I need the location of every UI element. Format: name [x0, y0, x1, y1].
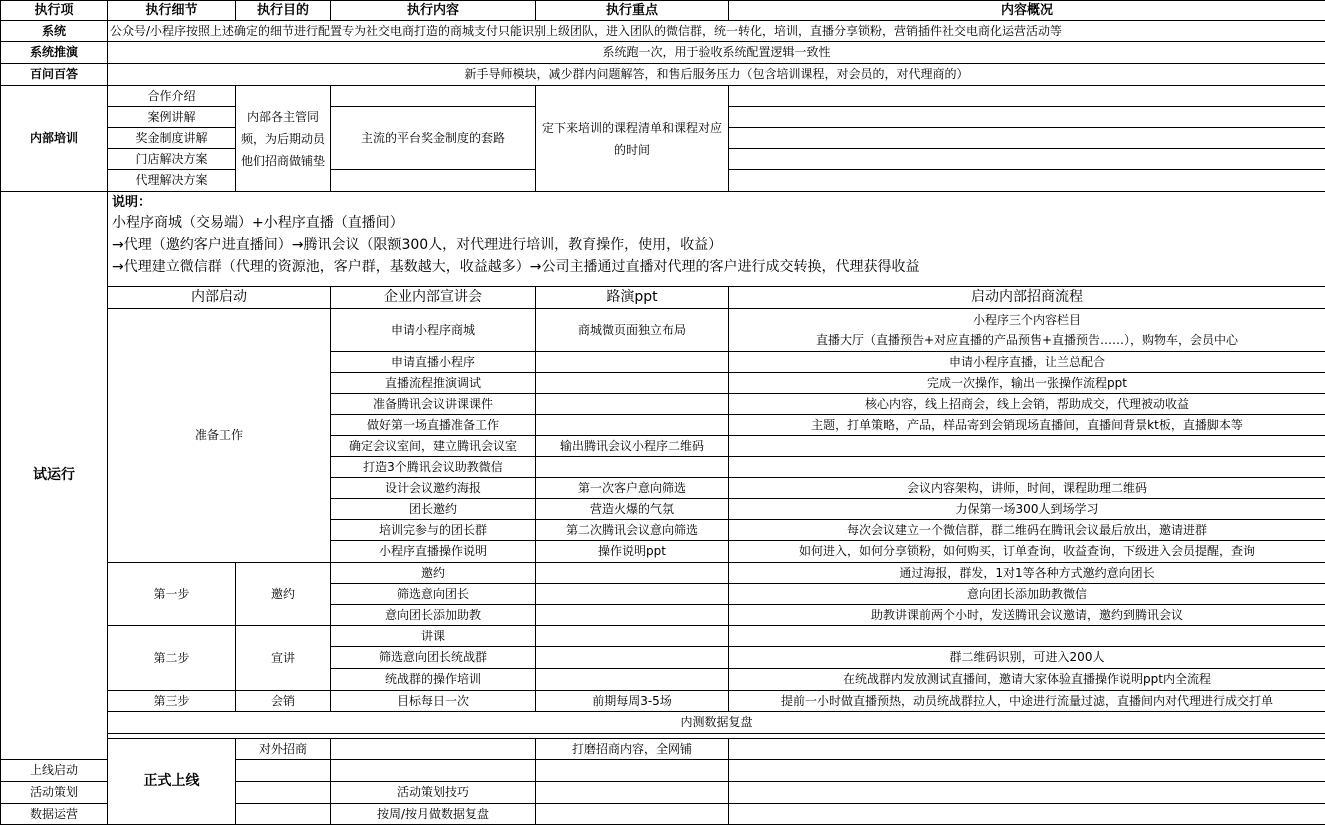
step2-label: 第二步 — [108, 626, 236, 691]
trial-note-line: →代理建立微信群（代理的资源池，客户群，基数越大，收益越多）→公司主播通过直播对代理的客户进行成交转换，代理获得收益 — [112, 259, 920, 275]
training-purpose: 内部各主管同频，为后期动员他们招商做铺垫 — [236, 86, 331, 192]
step2-overview: 在统战群内发放测试直播间，邀请大家体验直播操作说明ppt内全流程 — [729, 669, 1325, 691]
training-detail: 合作介绍 — [108, 86, 236, 107]
step3-row — [1, 691, 1325, 712]
launch-purpose-cell — [236, 782, 331, 804]
prep-focus — [536, 373, 729, 394]
launch-focus-cell — [536, 760, 729, 782]
launch-detail: 对外招商 — [236, 739, 331, 760]
step3-purpose: 会销 — [236, 691, 331, 712]
launch-focus-cell — [536, 804, 729, 825]
step1-content: 筛选意向团长 — [331, 584, 536, 605]
review-row — [1, 712, 1325, 734]
training-overview-cell — [729, 170, 1325, 192]
prep-overview: 主题，打单策略，产品，样品寄到会销现场直播间，直播间背景kt板，直播脚本等 — [729, 415, 1325, 436]
prep-row — [1, 309, 1325, 352]
training-content-cell — [331, 170, 536, 192]
prep-content: 团长邀约 — [331, 499, 536, 520]
prep-focus — [536, 352, 729, 373]
training-detail: 门店解决方案 — [108, 149, 236, 170]
step2-row — [1, 626, 1325, 647]
launch-row — [1, 739, 1325, 760]
step1-focus — [536, 584, 729, 605]
prep-focus: 营造火爆的气氛 — [536, 499, 729, 520]
launch-purpose-cell — [331, 739, 536, 760]
prep-overview: 力保第一场300人到场学习 — [729, 499, 1325, 520]
system-demo-content: 系统跑一次，用于验收系统配置逻辑一致性 — [108, 42, 1325, 64]
step1-overview: 意向团长添加助教微信 — [729, 584, 1325, 605]
prep-content: 申请小程序商城 — [331, 309, 536, 352]
launch-label: 正式上线 — [108, 739, 236, 825]
prep-label: 准备工作 — [108, 309, 331, 563]
prep-focus — [536, 457, 729, 478]
prep-focus — [536, 394, 729, 415]
step2-overview — [729, 626, 1325, 647]
faq-label: 百问百答 — [1, 64, 108, 86]
prep-focus — [536, 415, 729, 436]
header-cell-detail: 执行细节 — [108, 1, 236, 21]
launch-content — [331, 760, 536, 782]
prep-content: 设计会议邀约海报 — [331, 478, 536, 499]
prep-overview: 申请小程序直播，让兰总配合 — [729, 352, 1325, 373]
launch-overview-cell — [729, 760, 1325, 782]
step1-overview: 助教讲课前两个小时，发送腾讯会议邀请，邀约到腾讯会议 — [729, 605, 1325, 626]
prep-focus: 第一次客户意向筛选 — [536, 478, 729, 499]
prep-overview: 如何进入，如何分享锁粉，如何购买，订单查询，收益查询，下级进入会员提醒，查询 — [729, 541, 1325, 563]
launch-focus-cell — [729, 739, 1325, 760]
prep-focus: 输出腾讯会议小程序二维码 — [536, 436, 729, 457]
prep-focus: 第二次腾讯会议意向筛选 — [536, 520, 729, 541]
launch-purpose-cell — [236, 760, 331, 782]
trial-note-line: 小程序商城（交易端）+小程序直播（直播间） — [112, 215, 404, 231]
trial-note-line: →代理（邀约客户进直播间）→腾讯会议（限额300人，对代理进行培训，教育操作，使用，收益） — [112, 237, 723, 253]
launch-overview-cell — [729, 782, 1325, 804]
step1-label: 第一步 — [108, 563, 236, 626]
review-cell: 内测数据复盘 — [108, 712, 1325, 734]
launch-content: 打磨招商内容，全网铺 — [536, 739, 729, 760]
prep-overview: 会议内容架构，讲师，时间，课程助理二维码 — [729, 478, 1325, 499]
subheader-internal-start: 内部启动 — [108, 287, 331, 309]
training-detail: 代理解决方案 — [108, 170, 236, 192]
step3-label: 第三步 — [108, 691, 236, 712]
prep-overview: 每次会议建立一个微信群，群二维码在腾讯会议最后放出，邀请进群 — [729, 520, 1325, 541]
step1-content: 意向团长添加助教 — [331, 605, 536, 626]
prep-overview — [729, 457, 1325, 478]
header-cell-content: 执行内容 — [331, 1, 536, 21]
step1-row — [1, 563, 1325, 584]
prep-overview: 核心内容，线上招商会，线上会销，帮助成交，代理被动收益 — [729, 394, 1325, 415]
step3-content: 目标每日一次 — [331, 691, 536, 712]
prep-content: 培训完参与的团长群 — [331, 520, 536, 541]
system-label: 系统 — [1, 21, 108, 42]
training-overview-cell — [729, 86, 1325, 107]
prep-focus: 操作说明ppt — [536, 541, 729, 563]
launch-purpose-cell — [236, 804, 331, 825]
step2-content: 筛选意向团长统战群 — [331, 647, 536, 669]
step2-overview: 群二维码识别，可进入200人 — [729, 647, 1325, 669]
training-overview-cell — [729, 128, 1325, 149]
launch-focus-cell — [536, 782, 729, 804]
training-focus: 定下来培训的课程清单和课程对应的时间 — [536, 86, 729, 192]
subheader-roadshow-ppt: 路演ppt — [536, 287, 729, 309]
step2-content: 讲课 — [331, 626, 536, 647]
header-row — [1, 1, 1325, 21]
launch-overview-cell — [729, 804, 1325, 825]
training-row — [1, 86, 1325, 107]
training-overview-cell — [729, 149, 1325, 170]
faq-content: 新手导师模块，减少群内问题解答，和售后服务压力（包含培训课程，对会员的，对代理商的） — [108, 64, 1325, 86]
training-overview-cell — [729, 107, 1325, 128]
system-row — [1, 21, 1325, 42]
trial-note — [108, 192, 1325, 287]
header-cell-overview: 内容概况 — [729, 1, 1325, 21]
step1-content: 邀约 — [331, 563, 536, 584]
step1-focus — [536, 605, 729, 626]
step2-purpose: 宣讲 — [236, 626, 331, 691]
training-content-cell — [331, 86, 536, 107]
prep-content: 打造3个腾讯会议助教微信 — [331, 457, 536, 478]
prep-content: 直播流程推演调试 — [331, 373, 536, 394]
prep-content: 做好第一场直播准备工作 — [331, 415, 536, 436]
trial-subheader-row — [1, 287, 1325, 309]
step2-focus — [536, 669, 729, 691]
prep-overview-line: 小程序三个内容栏目 — [972, 313, 1081, 327]
trial-note-row — [1, 192, 1325, 287]
launch-content: 按周/按月做数据复盘 — [331, 804, 536, 825]
header-cell-item: 执行项 — [1, 1, 108, 21]
prep-content: 申请直播小程序 — [331, 352, 536, 373]
step2-focus — [536, 626, 729, 647]
faq-row — [1, 64, 1325, 86]
prep-content: 准备腾讯会议讲课课件 — [331, 394, 536, 415]
prep-focus: 商城微页面独立布局 — [536, 309, 729, 352]
system-demo-row — [1, 42, 1325, 64]
step3-overview: 提前一小时做直播预热，动员统战群拉人，中途进行流量过滤，直播间内对代理进行成交打单 — [729, 691, 1325, 712]
training-label: 内部培训 — [1, 86, 108, 192]
subheader-briefing: 企业内部宣讲会 — [331, 287, 536, 309]
training-content: 主流的平台奖金制度的套路 — [331, 107, 536, 170]
step1-focus — [536, 563, 729, 584]
system-demo-label: 系统推演 — [1, 42, 108, 64]
step1-overview: 通过海报，群发，1对1等各种方式邀约意向团长 — [729, 563, 1325, 584]
trial-note-title: 说明： — [112, 195, 152, 210]
step3-focus: 前期每周3-5场 — [536, 691, 729, 712]
prep-content: 小程序直播操作说明 — [331, 541, 536, 563]
step2-content: 统战群的操作培训 — [331, 669, 536, 691]
step2-focus — [536, 647, 729, 669]
launch-detail: 活动策划 — [1, 782, 108, 804]
prep-overview-line: 直播大厅（直播预告+对应直播的产品预售+直播预告……），购物车，会员中心 — [815, 333, 1239, 347]
step1-purpose: 邀约 — [236, 563, 331, 626]
training-detail: 奖金制度讲解 — [108, 128, 236, 149]
launch-detail: 上线启动 — [1, 760, 108, 782]
prep-overview — [729, 309, 1325, 352]
prep-content: 确定会议室间，建立腾讯会议室 — [331, 436, 536, 457]
prep-overview — [729, 436, 1325, 457]
subheader-recruit-flow: 启动内部招商流程 — [729, 287, 1325, 309]
training-detail: 案例讲解 — [108, 107, 236, 128]
launch-detail: 数据运营 — [1, 804, 108, 825]
header-cell-focus: 执行重点 — [536, 1, 729, 21]
system-content: 公众号/小程序按照上述确定的细节进行配置专为社交电商打造的商城支付只能识别上级团队，进入团队的微信群，统一转化，培训，直播分享锁粉，营销插件社交电商化运营活动等 — [108, 21, 1325, 42]
trial-label: 试运行 — [1, 192, 108, 760]
header-cell-purpose: 执行目的 — [236, 1, 331, 21]
prep-overview: 完成一次操作，输出一张操作流程ppt — [729, 373, 1325, 394]
launch-content: 活动策划技巧 — [331, 782, 536, 804]
